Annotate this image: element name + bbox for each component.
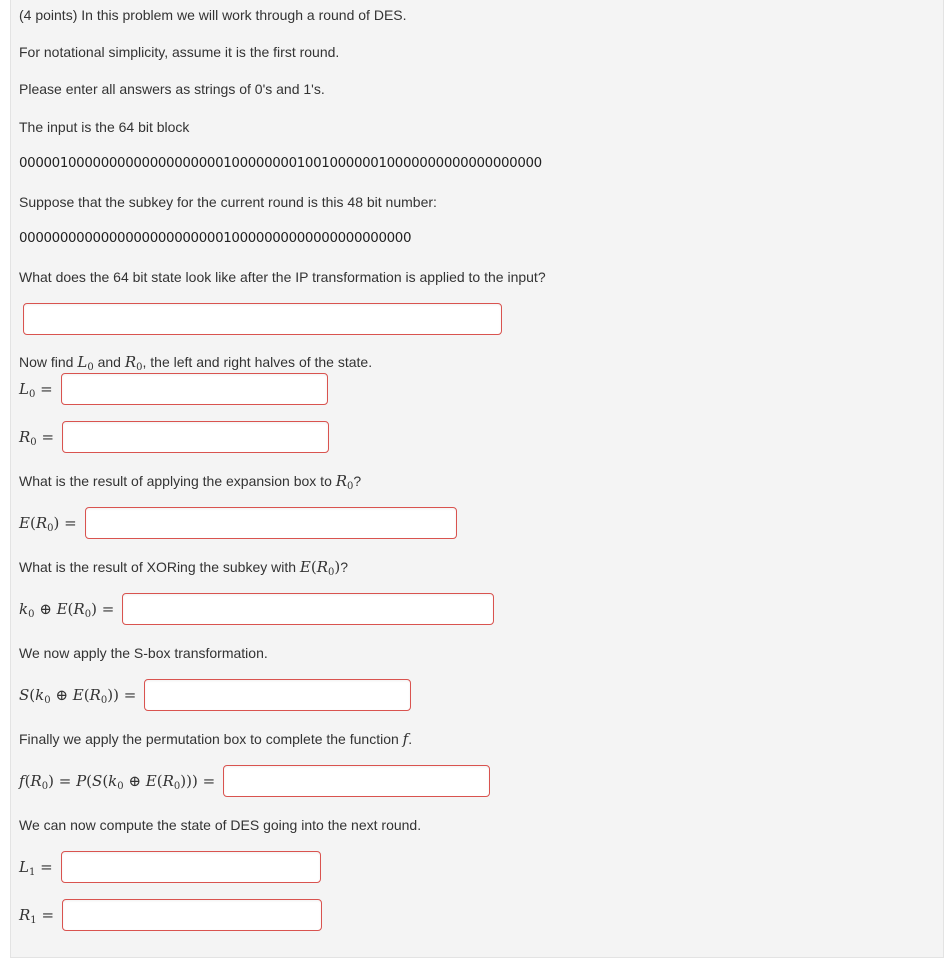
l1-input[interactable] xyxy=(61,851,321,883)
l0-row xyxy=(19,372,328,406)
perm-prefix: Finally we apply the permutation box to complete the function xyxy=(19,731,399,747)
subkey-label: Suppose that the subkey for the current round is this 48 bit number: xyxy=(19,194,437,210)
r0-label: $R_0$ = xyxy=(19,428,55,448)
sbox-label: $S(k_0$ ⊕ $E(R_0)$) = xyxy=(19,686,137,706)
ip-state-input[interactable] xyxy=(23,303,502,335)
sbox-row xyxy=(19,678,411,712)
perm-suffix: . xyxy=(408,731,413,747)
expansion-input[interactable] xyxy=(85,507,457,539)
expansion-question xyxy=(19,472,361,490)
perm-question xyxy=(19,730,412,748)
r0-input[interactable] xyxy=(62,421,329,453)
expansion-prefix: What is the result of applying the expansion box to xyxy=(19,473,332,489)
perm-row xyxy=(19,764,490,798)
input-block: 0000010000000000000000000100000000100100000010000000000000000000 xyxy=(19,156,542,171)
expansion-row xyxy=(19,506,457,540)
l1-label: $L_1$ = xyxy=(19,858,53,878)
subkey-value: 000000000000000000000000010000000000000000000000 xyxy=(19,231,412,246)
r1-input[interactable] xyxy=(62,899,322,931)
halves-prefix: Now find xyxy=(19,354,74,370)
xor-row xyxy=(19,592,494,626)
r1-label: $R_1$ = xyxy=(19,906,55,926)
input-label: The input is the 64 bit block xyxy=(19,119,190,135)
perm-input[interactable] xyxy=(223,765,490,797)
l1-row xyxy=(19,850,321,884)
expansion-label: $E(R_0)$ = xyxy=(19,514,77,534)
l0-label: $L_0$ = xyxy=(19,380,53,400)
xor-input[interactable] xyxy=(122,593,494,625)
halves-question xyxy=(19,353,372,371)
perm-label: $f(R_0) = P(S(k_0$ ⊕ $E(R_0)$)) = xyxy=(19,772,216,792)
sbox-input[interactable] xyxy=(144,679,411,711)
instructions-text: Please enter all answers as strings of 0's and 1's. xyxy=(19,81,325,97)
l0-symbol: $L_0$ xyxy=(77,353,94,373)
r0-symbol: $R_0$ xyxy=(335,472,354,492)
expansion-suffix: ? xyxy=(353,473,362,489)
xor-label: $k_0$ ⊕ $E(R_0)$ = xyxy=(19,600,115,620)
intro-text: (4 points) In this problem we will work through a round of DES. xyxy=(19,7,407,23)
r0-row xyxy=(19,420,329,454)
next-round-text: We can now compute the state of DES going into the next round. xyxy=(19,817,422,833)
r0-symbol: $R_0$ xyxy=(124,353,143,373)
l0-input[interactable] xyxy=(61,373,328,405)
e-r0-symbol: $E(R_0)$ xyxy=(299,558,341,578)
halves-suffix: , the left and right halves of the state. xyxy=(142,354,373,370)
simplicity-text: For notational simplicity, assume it is the first round. xyxy=(19,44,340,60)
r1-row xyxy=(19,898,322,932)
sbox-text: We now apply the S-box transformation. xyxy=(19,645,268,661)
halves-and: and xyxy=(97,354,121,370)
f-symbol: f xyxy=(402,730,409,748)
xor-suffix: ? xyxy=(340,559,349,575)
ip-question: What does the 64 bit state look like after the IP transformation is applied to the input? xyxy=(19,269,546,285)
xor-prefix: What is the result of XORing the subkey with xyxy=(19,559,297,575)
xor-question xyxy=(19,558,348,576)
